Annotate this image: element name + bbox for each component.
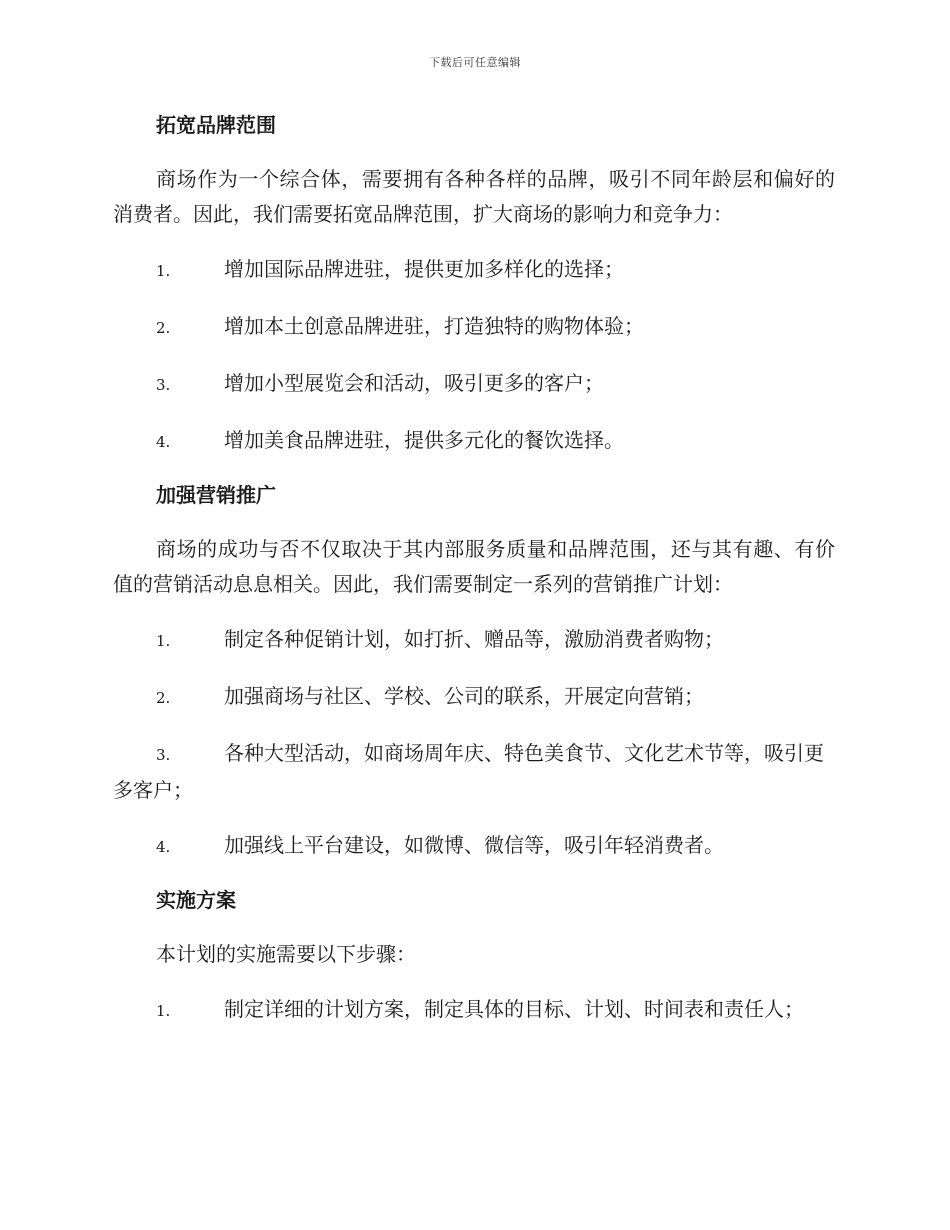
list-text: 增加小型展览会和活动，吸引更多的客户； bbox=[224, 371, 604, 395]
list-item bbox=[113, 423, 835, 460]
list-item bbox=[113, 622, 835, 659]
section-intro: 商场作为一个综合体，需要拥有各种各样的品牌，吸引不同年龄层和偏好的消费者。因此，我们需要拓宽品牌范围，扩大商场的影响力和竞争力： bbox=[113, 167, 835, 226]
list-text: 增加美食品牌进驻，提供多元化的餐饮选择。 bbox=[224, 428, 624, 452]
list-number: 3. bbox=[156, 746, 171, 764]
list-text: 加强商场与社区、学校、公司的联系，开展定向营销； bbox=[224, 684, 704, 708]
list-item bbox=[113, 252, 835, 289]
list-item bbox=[113, 828, 835, 865]
document-body bbox=[113, 108, 835, 1029]
list-number: 1. bbox=[156, 632, 171, 650]
list-number: 2. bbox=[156, 689, 171, 707]
list-text: 各种大型活动，如商场周年庆、特色美食节、文化艺术节等，吸引更多客户； bbox=[113, 741, 824, 802]
list-number: 2. bbox=[156, 319, 171, 337]
section-intro: 商场的成功与否不仅取决于其内部服务质量和品牌范围，还与其有趣、有价值的营销活动息息相关。因此，我们需要制定一系列的营销推广计划： bbox=[113, 537, 835, 596]
section-title: 加强营销推广 bbox=[156, 483, 276, 507]
section-title: 实施方案 bbox=[156, 888, 236, 912]
list-item bbox=[113, 736, 835, 808]
list-item bbox=[113, 992, 835, 1029]
list-item bbox=[113, 309, 835, 346]
list-text: 增加国际品牌进驻，提供更加多样化的选择； bbox=[224, 257, 624, 281]
list-item bbox=[113, 679, 835, 716]
list-item bbox=[113, 366, 835, 403]
list-text: 制定各种促销计划，如打折、赠品等，激励消费者购物； bbox=[224, 627, 724, 651]
page-header: 下载后可任意编辑 bbox=[429, 56, 521, 69]
list-number: 4. bbox=[156, 433, 171, 451]
list-number: 1. bbox=[156, 1002, 171, 1020]
list-number: 1. bbox=[156, 262, 171, 280]
list-text: 增加本土创意品牌进驻，打造独特的购物体验； bbox=[224, 314, 644, 338]
section-title: 拓宽品牌范围 bbox=[156, 113, 276, 137]
section-intro: 本计划的实施需要以下步骤： bbox=[156, 942, 416, 966]
list-number: 3. bbox=[156, 376, 171, 394]
list-text: 制定详细的计划方案，制定具体的目标、计划、时间表和责任人； bbox=[224, 997, 804, 1021]
list-text: 加强线上平台建设，如微博、微信等，吸引年轻消费者。 bbox=[224, 833, 724, 857]
list-number: 4. bbox=[156, 838, 171, 856]
